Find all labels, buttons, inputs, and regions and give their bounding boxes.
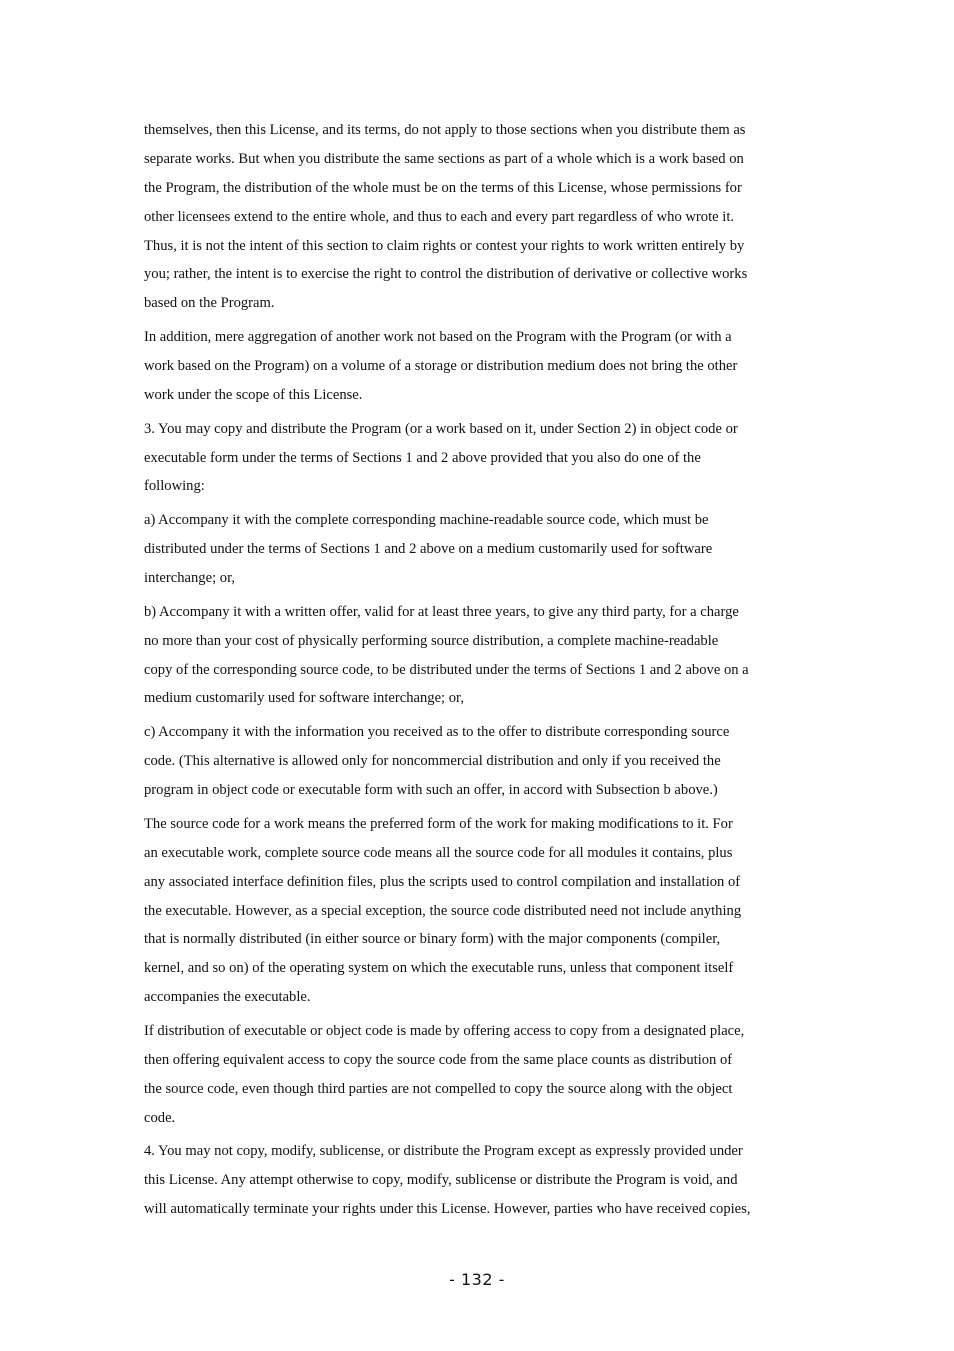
text-line: then offering equivalent access to copy the source code from the same place counts as distribution of <box>144 1051 733 1068</box>
page-number: - 132 - <box>449 1270 505 1289</box>
text-line: accompanies the executable. <box>144 989 311 1006</box>
text-line: you; rather, the intent is to exercise the right to control the distribution of derivative or collective works <box>144 266 748 283</box>
text-line: kernel, and so on) of the operating system on which the executable runs, unless that component itself <box>144 960 734 977</box>
text-line: program in object code or executable form with such an offer, in accord with Subsection b above.) <box>144 782 718 799</box>
paragraph <box>144 810 816 1012</box>
text-line: In addition, mere aggregation of another work not based on the Program with the Program (or with a <box>144 329 732 346</box>
text-line: executable form under the terms of Sections 1 and 2 above provided that you also do one of the <box>144 449 701 466</box>
text-line: a) Accompany it with the complete corresponding machine-readable source code, which must be <box>144 512 709 529</box>
paragraph <box>144 718 816 805</box>
text-line: code. (This alternative is allowed only for noncommercial distribution and only if you received the <box>144 753 721 770</box>
text-line: based on the Program. <box>144 295 275 312</box>
text-line: If distribution of executable or object code is made by offering access to copy from a designated place, <box>144 1022 745 1039</box>
text-line: 3. You may copy and distribute the Program (or a work based on it, under Section 2) in object code or <box>144 420 738 437</box>
text-line: no more than your cost of physically performing source distribution, a complete machine-readable <box>144 632 719 649</box>
text-line: b) Accompany it with a written offer, valid for at least three years, to give any third party, for a charge <box>144 603 739 620</box>
paragraph <box>144 506 816 593</box>
paragraph <box>144 1017 816 1133</box>
paragraph <box>144 1137 816 1224</box>
text-line: the Program, the distribution of the whole must be on the terms of this License, whose permissions for <box>144 179 742 196</box>
text-line: themselves, then this License, and its terms, do not apply to those sections when you distribute them as <box>144 122 746 138</box>
text-line: copy of the corresponding source code, to be distributed under the terms of Sections 1 and 2 above on a <box>144 661 749 678</box>
body-text <box>144 116 816 1229</box>
text-line: any associated interface definition files, plus the scripts used to control compilation and installation of <box>144 873 741 890</box>
text-line: The source code for a work means the preferred form of the work for making modifications to it. For <box>144 815 733 832</box>
text-line: other licensees extend to the entire whole, and thus to each and every part regardless of who wrote it. <box>144 208 735 225</box>
text-line: medium customarily used for software interchange; or, <box>144 690 464 707</box>
text-line: the executable. However, as a special exception, the source code distributed need not include anything <box>144 902 742 919</box>
text-line: work under the scope of this License. <box>144 386 363 403</box>
text-line: Thus, it is not the intent of this section to claim rights or contest your rights to work written entirely by <box>144 237 745 254</box>
paragraph <box>144 415 816 502</box>
text-line: 4. You may not copy, modify, sublicense, or distribute the Program except as expressly provided under <box>144 1143 743 1160</box>
text-line: an executable work, complete source code means all the source code for all modules it contains, plus <box>144 844 733 861</box>
text-line: interchange; or, <box>144 570 235 587</box>
text-line: this License. Any attempt otherwise to copy, modify, sublicense or distribute the Program is void, and <box>144 1172 738 1189</box>
paragraph <box>144 116 816 318</box>
text-line: c) Accompany it with the information you received as to the offer to distribute corresponding source <box>144 724 730 741</box>
paragraph <box>144 598 816 714</box>
text-line: distributed under the terms of Sections 1 and 2 above on a medium customarily used for software <box>144 541 713 558</box>
text-line: will automatically terminate your rights under this License. However, parties who have received copies, <box>144 1201 751 1218</box>
text-line: code. <box>144 1109 176 1126</box>
text-line: work based on the Program) on a volume of a storage or distribution medium does not bring the other <box>144 358 738 375</box>
paragraph <box>144 323 816 410</box>
text-line: separate works. But when you distribute the same sections as part of a whole which is a work based on <box>144 150 744 167</box>
text-line: that is normally distributed (in either source or binary form) with the major components (compiler, <box>144 931 721 948</box>
text-line: the source code, even though third parties are not compelled to copy the source along with the object <box>144 1080 733 1097</box>
text-line: following: <box>144 478 205 495</box>
